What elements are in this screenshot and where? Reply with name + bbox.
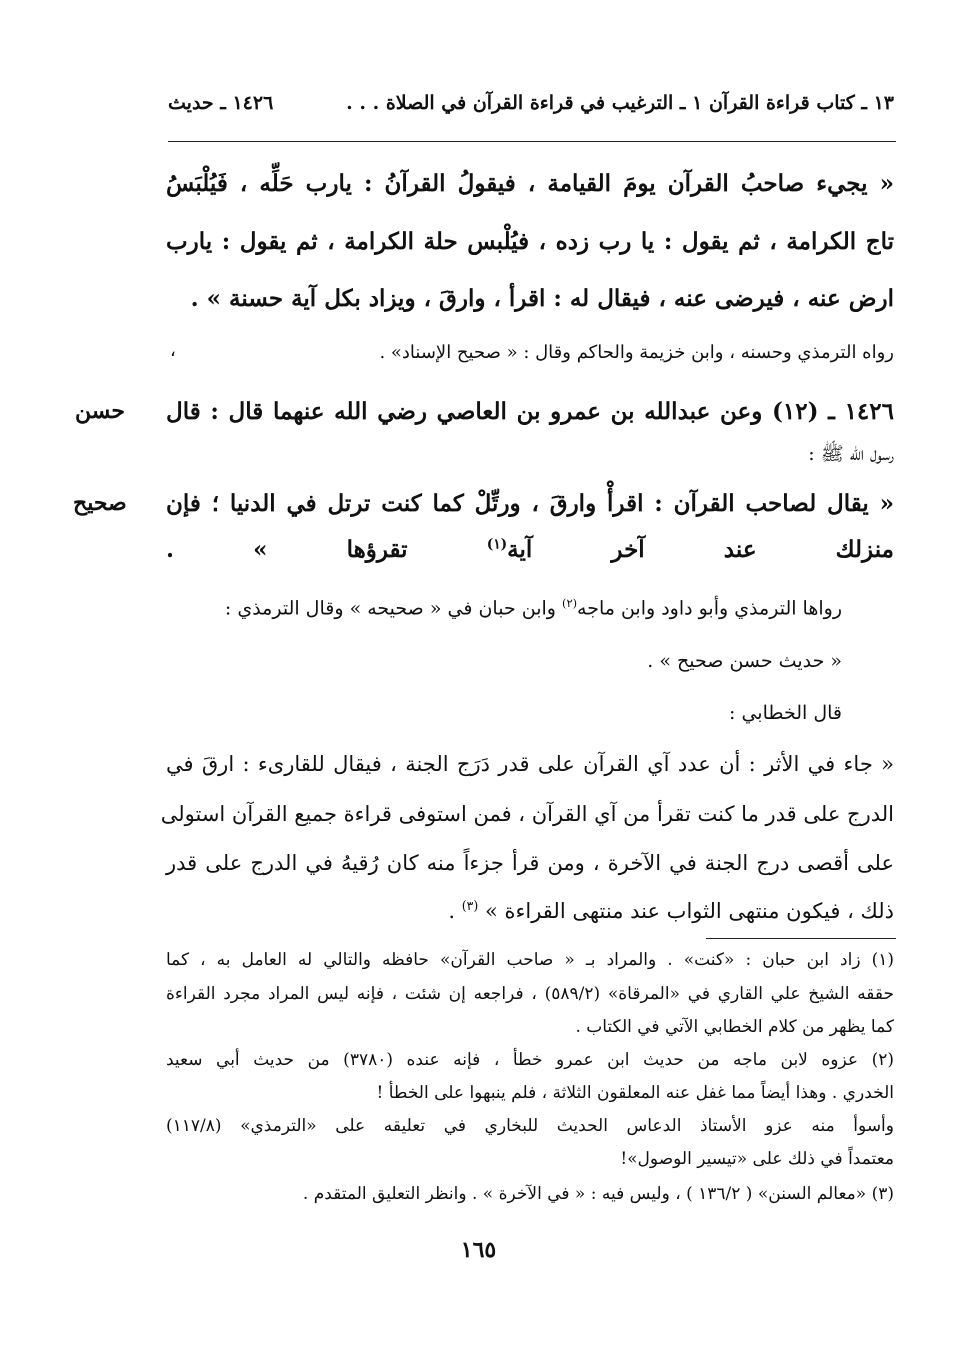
grade-sahih: صحيح: [73, 490, 127, 516]
footnote-2-line1: (٢) عزوه لابن ماجه من حديث ابن عمرو خطأ ، فإنه عنده (٣٧٨٠) من حديث أبي سعيد: [166, 1050, 894, 1070]
khattabi-line3: على أقصى درج الجنة في الآخرة ، ومن قرأ جزءاً منه كان رُقيهُ في الدرج على قدر: [166, 851, 894, 875]
footnote-2-line2: الخدري . وهذا أيضاً مما غفل عنه المعلقون الثلاثة ، فلم ينبهوا على الخطأ !: [376, 1083, 894, 1103]
hadith2-text-line2: منزلك عند آخر آية$^{(١)}$ تقرؤها » .: [166, 536, 894, 563]
running-header-hadith-range: ١٤٢٦ ـ حديث: [168, 92, 274, 114]
khattabi-line4: ذلك ، فيكون منتهى الثواب عند منتهى القراءة » $^{(٣)}$ .: [448, 898, 894, 923]
hadith2-intro-line1: ١٤٢٦ ـ (١٢) وعن عبدالله بن عمرو بن العاصي رضي الله عنهما قال : قال: [166, 398, 894, 425]
khattabi-line2: الدرج على قدر ما كنت تقرأ من آي القرآن ، فمن استوفى قراءة جميع القرآن استولى: [160, 802, 894, 826]
footnote-ref-1[interactable]: (١): [486, 536, 508, 553]
header-rule: [168, 141, 896, 142]
stray-mark: ،: [170, 340, 176, 361]
hadith2-source-line2: « حديث حسن صحيح » .: [647, 650, 842, 672]
hadith1-line3: ارض عنه ، فيرضى عنه ، فيقال له : اقرأ ، وارقَ ، ويزاد بكل آية حسنة » .: [190, 285, 894, 312]
footnote-ref-2[interactable]: (٢): [561, 596, 578, 610]
footnote-3: (٣) «معالم السنن» ( ١٣٦/٢ ) ، وليس فيه : « في الآخرة » . وانظر التعليق المتقدم .: [302, 1184, 894, 1204]
running-header-chapter: ١٣ ـ كتاب قراءة القرآن ١ ـ الترغيب في قراءة القرآن في الصلاة . . .: [346, 92, 894, 114]
footnote-ref-3[interactable]: (٣): [461, 898, 479, 913]
hadith2-text-line1: « يقال لصاحب القرآن : اقرأْ وارقَ ، ورتِّلْ كما كنت ترتل في الدنيا ؛ فإن: [166, 490, 894, 517]
hadith2-source-line1: رواها الترمذي وأبو داود وابن ماجه$^{(٢)}$ وابن حبان في « صحيحه » وقال الترمذي :: [224, 596, 842, 620]
footnote-1-line2: حققه الشيخ علي القاري في «المرقاة» (٥٨٩/٢) ، فراجعه إن شئت ، فإنه ليس المراد مجرد القراءة: [166, 984, 895, 1004]
hadith1-line1: « يجيء صاحبُ القرآن يومَ القيامة ، فيقولُ القرآنُ : يارب حَلِّه ، فَيُلْبَسُ: [166, 170, 894, 197]
footnote-2-line4: معتمداً في ذلك على «تيسير الوصول»!: [620, 1149, 894, 1169]
khattabi-line1: « جاء في الأثر : أن عدد آي القرآن على قدر دَرَج الجنة ، فيقال للقارىء : ارقَ في: [166, 752, 894, 776]
footnote-rule: [706, 938, 896, 939]
hadith1-line2: تاج الكرامة ، ثم يقول : يا رب زده ، فيُلْبس حلة الكرامة ، ثم يقول : يارب: [166, 228, 894, 255]
grade-hasan: حسن: [75, 398, 125, 424]
footnote-2-line3: وأسوأ منه عزو الأستاذ الدعاس الحديث للبخاري في تعليقه على «الترمذي» (١١٧/٨): [166, 1116, 894, 1136]
khattabi-label: قال الخطابي :: [729, 702, 842, 724]
hadith1-source: رواه الترمذي وحسنه ، وابن خزيمة والحاكم وقال : « صحيح الإسناد» .: [379, 342, 894, 363]
hadith2-intro-line2: رسول الله ﷺ :: [808, 443, 894, 465]
footnote-1-line1: (١) زاد ابن حبان : «كنت» . والمراد بـ « صاحب القرآن» حافظه والتالي له العامل به ، كما: [166, 950, 894, 970]
footnote-1-line3: كما يظهر من كلام الخطابي الآتي في الكتاب .: [575, 1017, 894, 1037]
page-number: ١٦٥: [460, 1237, 497, 1263]
